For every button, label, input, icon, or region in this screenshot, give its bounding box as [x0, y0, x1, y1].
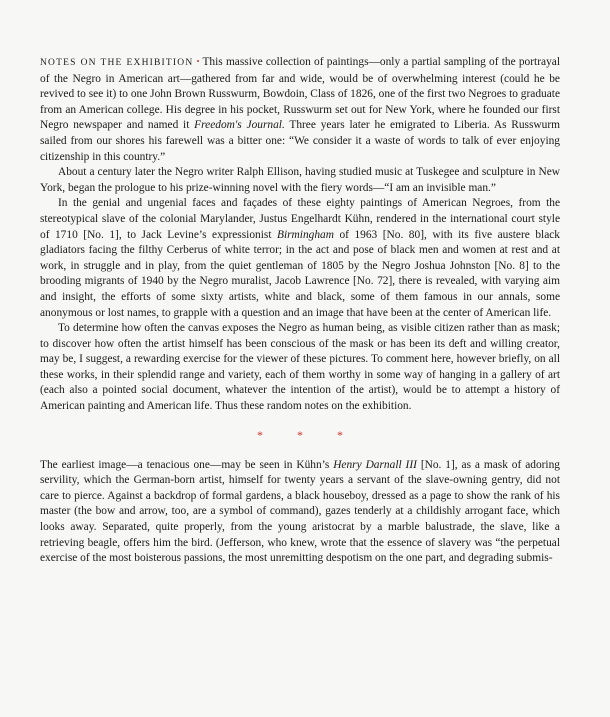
- text-column: [40, 54, 560, 567]
- paragraph-3: [40, 196, 560, 321]
- paragraph-3-text-b: of 1963 [No. 80], with its five austere black gladiators facing the filthy Cerberus of white terror; in the act and pose of black men and women at rest and at work, in struggle and in play, from the quiet gentleman of 1805 by the Negro Joshua Johnston [No. 8] to the brooding migrants of 1940 by the Negro muralist, Jacob Lawrence [No. 72], there is revealed, with varying aim and insight, the efforts of some sixty artists, white and black, some of them famous in our annals, some anonymous or lost names, to grapple with a question and an image that have been at the center of American life.: [40, 228, 561, 319]
- paragraph-1: [40, 54, 560, 165]
- separator-asterisk: *: [297, 427, 303, 442]
- heading-bullet: •: [196, 57, 200, 66]
- section-2: [40, 458, 560, 567]
- paragraph-3-italic: Birmingham: [277, 228, 334, 241]
- paragraph-5-text-a: The earliest image—a tenacious one—may be seen in Kühn’s: [40, 458, 334, 471]
- section-separator: [40, 428, 560, 442]
- paragraph-4: To determine how often the canvas exposes the Negro as human being, as visible citizen rather than as mask; to discover how often the artist himself has been conscious of the mask or has been its deft and willing creator, may be, I suggest, a rewarding exercise for the viewer of these pictures. To comment here, however briefly, on all these works, in their splendid range and variety, each of them worthy in some way of hanging in a gallery of art (each also a pointed social document, whatever the intention of the artist), would be to attempt a history of American painting and American life. Thus these random notes on the exhibition.: [40, 322, 560, 413]
- section-heading: NOTES ON THE EXHIBITION: [40, 58, 194, 68]
- paragraph-5: [40, 458, 560, 567]
- paragraph-2: About a century later the Negro writer Ralph Ellison, having studied music at Tuskegee and sculpture in New York, began the prologue to his prize-winning novel with the fiery words—“I am an invisible man.”: [40, 166, 560, 194]
- separator-asterisk: *: [337, 427, 343, 442]
- paragraph-5-text-b: [No. 1], as a mask of adoring servility, which the German-born artist, himself for twenty years a servant of the slave-owning gentry, did not care to pierce. Against a backdrop of formal gardens, a black houseboy, dressed as a page to show the rank of his master (the bow and arrow, too, are a symbol of command), gazes tenderly at a childishly arrogant face, which looks away. Separated, quite properly, from the young aristocrat by a marble balustrade, the slave, like a retrieving beagle, offers him the bird. (Jefferson, who knew, wrote that the essence of slavery was “the perpetual exercise of the most boisterous passions, the most unremitting despotism on the one part, and degrading submis-: [40, 458, 560, 565]
- paragraph-3-text-a: In the genial and ungenial faces and façades of these eighty paintings of American Negroes, from the stereotypical slave of the colonial Marylander, Justus Engelhardt Kühn, rendered in the international court style of 1710 [No. 1], to Jack Levine’s expressionist: [40, 197, 560, 241]
- paragraph-5-italic: Henry Darnall III: [333, 458, 417, 471]
- paragraph-1-text-b: Three years later he emigrated to Liberia. As Russwurm sailed from our shores his farewell was a bitter one: “We consider it a waste of words to talk of ever enjoying citizenship in this country.”: [40, 119, 560, 163]
- paragraph-1-italic: Freedom's Journal.: [194, 119, 285, 132]
- separator-asterisk: *: [257, 427, 263, 442]
- paragraph-1-text-a: This massive collection of paintings—only a partial sampling of the portrayal of the Negro in American art—gathered from far and wide, would be of overwhelming interest (could he be revived to see it) to one John Brown Russwurm, Bowdoin, Class of 1826, one of the first two Negroes to graduate from an American college. His degree in his pocket, Russwurm set out for New York, where he founded our first Negro newspaper and named it: [40, 56, 560, 132]
